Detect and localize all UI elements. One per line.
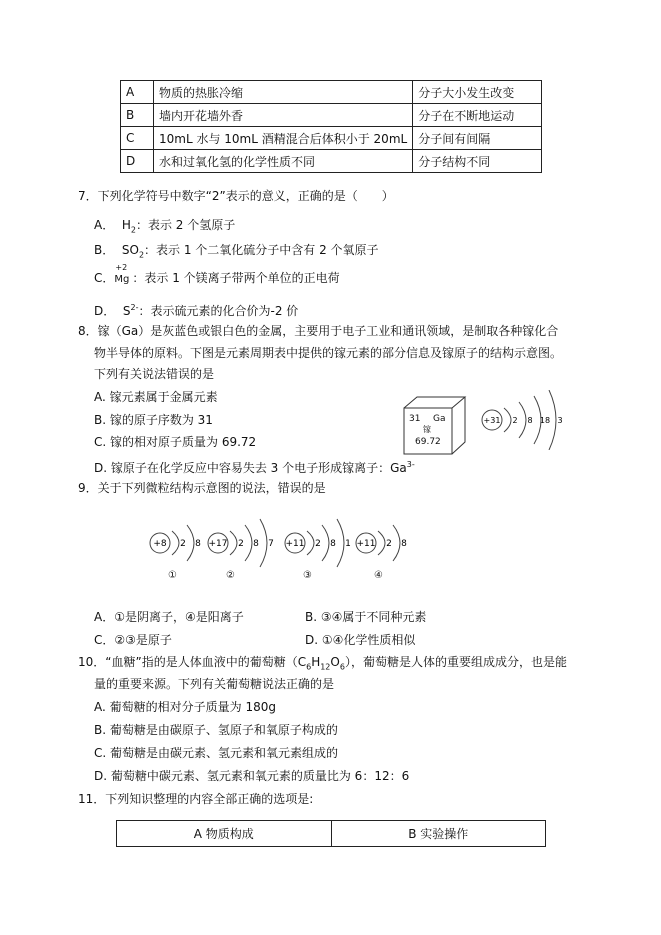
element-mass: 69.72 [415, 437, 441, 447]
q8-line2: 物半导体的原料。下图是元素周期表中提供的镓元素的部分信息及镓原子的结构示意图。 [94, 346, 563, 360]
electron-shell [245, 525, 252, 561]
shell-electron-count: 2 [386, 539, 392, 549]
nucleus-charge: +11 [356, 539, 376, 549]
q11-col-a: A 物质构成 [117, 821, 332, 847]
row-phenomenon: 10mL 水与 10mL 酒精混合后体积小于 20mL [154, 127, 413, 150]
atom-structure [148, 513, 206, 573]
row-phenomenon: 墙内开花墙外香 [154, 104, 413, 127]
row-explanation: 分子在不断地运动 [413, 104, 542, 127]
nucleus-charge: +8 [153, 539, 167, 549]
q9-option-c: C．②③是原子 [94, 633, 172, 647]
table-row [121, 150, 542, 173]
shell-electron-count: 2 [238, 539, 244, 549]
electron-shell [307, 531, 314, 555]
particle-diagram [354, 513, 412, 581]
shell-electron-count: 8 [401, 539, 407, 549]
electron-shell [393, 525, 400, 561]
q8-line3: 下列有关说法错误的是 [94, 367, 215, 381]
q10-option-c: C. 葡萄糖是由碳元素、氢元素和氧元素组成的 [94, 746, 339, 760]
q7-option-a: A． $H_2$：表示 2 个氢原子 [94, 218, 236, 235]
particle-diagram [283, 513, 357, 581]
shell-electron-count: 8 [195, 539, 201, 549]
table-row [121, 81, 542, 104]
shell-electron-count: 2 [180, 539, 186, 549]
shell-electron-count: 8 [330, 539, 336, 549]
element-number: 31 [409, 414, 421, 424]
particle-diagram [148, 513, 206, 581]
q8-option-c: C. 镓的相对原子质量为 69.72 [94, 435, 257, 449]
q11-col-b: B 实验操作 [331, 821, 546, 847]
particle-label: ③ [303, 570, 312, 581]
nucleus-charge: +11 [285, 539, 305, 549]
element-symbol: Ga [433, 414, 446, 424]
q9-option-a: A．①是阴离子，④是阳离子 [94, 610, 244, 624]
q7-option-d: D． $S^{2-}$：表示硫元素的化合价为-2 价 [94, 303, 299, 318]
nucleus-charge: +31 [483, 416, 501, 425]
gallium-atom-diagram [480, 390, 563, 462]
row-explanation: 分子大小发生改变 [413, 81, 542, 104]
atom-structure [480, 390, 570, 450]
particle-diagram [206, 513, 280, 581]
q11-table [116, 820, 546, 847]
particle-label: ② [226, 570, 235, 581]
q7-stem: 7．下列化学符号中数字“2”表示的意义，正确的是（ ） [78, 189, 394, 203]
row-key: C [121, 127, 154, 150]
nucleus-charge: +17 [208, 539, 228, 549]
electron-shell [172, 531, 179, 555]
row-explanation: 分子间有间隔 [413, 127, 542, 150]
row-key: A [121, 81, 154, 104]
electron-shell [230, 531, 237, 555]
gallium-element-cell [403, 396, 469, 456]
atom-structure [283, 513, 357, 573]
q10-option-d: D. 葡萄糖中碳元素、氢元素和氧元素的质量比为 6：12：6 [94, 769, 410, 783]
q9-stem: 9．关于下列微粒结构示意图的说法，错误的是 [78, 481, 326, 495]
shell-electron-count: 3 [557, 416, 563, 425]
row-key: B [121, 104, 154, 127]
q8-line1: 8．镓（Ga）是灰蓝色或银白色的金属，主要用于电子工业和通讯领域，是制取各种镓化合 [78, 324, 559, 338]
electron-shell [504, 408, 511, 432]
q11-stem: 11．下列知识整理的内容全部正确的选项是: [78, 792, 314, 806]
particle-label: ④ [374, 570, 383, 581]
electron-shell [260, 519, 267, 567]
electron-shell [519, 402, 526, 438]
element-name: 镓 [423, 425, 431, 434]
shell-electron-count: 7 [268, 539, 274, 549]
electron-shell [337, 519, 344, 567]
q7-option-b: B． $SO_2$：表示 1 个二氧化硫分子中含有 2 个氧原子 [94, 243, 379, 260]
q10-line2: 量的重要来源。下列有关葡萄糖说法正确的是 [94, 677, 335, 691]
q9-option-b: B. ③④属于不同种元素 [305, 610, 427, 624]
q7-option-c: C． +2 Mg ：表示 1 个镁离子带两个单位的正电荷 [94, 263, 340, 285]
q8-option-d: D. 镓原子在化学反应中容易失去 3 个电子形成镓离子：$Ga^{3-}$ [94, 460, 415, 475]
shell-electron-count: 8 [527, 416, 533, 425]
row-phenomenon: 水和过氧化氢的化学性质不同 [154, 150, 413, 173]
atom-structure [206, 513, 280, 573]
electron-shell [322, 525, 329, 561]
shell-electron-count: 8 [253, 539, 259, 549]
row-explanation: 分子结构不同 [413, 150, 542, 173]
q9-option-d: D. ①④化学性质相似 [305, 633, 416, 647]
shell-electron-count: 18 [539, 416, 551, 425]
q8-option-a: A. 镓元素属于金属元素 [94, 390, 218, 404]
atom-structure [354, 513, 412, 573]
electron-shell [187, 525, 194, 561]
table-row [121, 127, 542, 150]
row-key: D [121, 150, 154, 173]
shell-electron-count: 1 [345, 539, 351, 549]
q10-option-a: A. 葡萄糖的相对分子质量为 180g [94, 700, 276, 714]
q10-line1: 10．“血糖”指的是人体血液中的葡萄糖$(C_6H_{12}O_6)$，葡萄糖是人体的重要组成成分，也是能 [78, 655, 567, 672]
shell-electron-count: 2 [512, 416, 518, 425]
electron-shell [378, 531, 385, 555]
shell-electron-count: 2 [315, 539, 321, 549]
q10-option-b: B. 葡萄糖是由碳原子、氢原子和氧原子构成的 [94, 723, 338, 737]
row-phenomenon: 物质的热胀冷缩 [154, 81, 413, 104]
q8-option-b: B. 镓的原子序数为 31 [94, 413, 213, 427]
q6-options-table [120, 80, 542, 173]
particle-label: ① [168, 570, 177, 581]
table-row [121, 104, 542, 127]
